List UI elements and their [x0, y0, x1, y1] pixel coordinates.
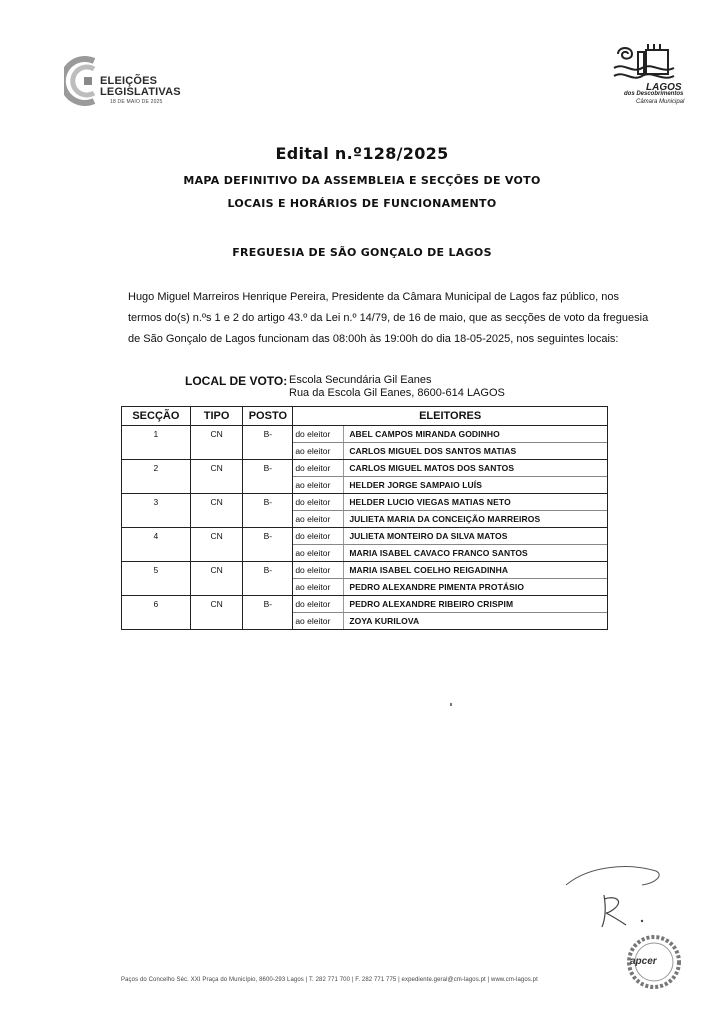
cell-tipo: CN: [210, 599, 223, 609]
table-header-row: [122, 407, 608, 426]
cell-tipo: CN: [210, 565, 223, 575]
cell-seccao: 1: [153, 429, 159, 439]
lagos-sub: dos Descobrimentos: [624, 91, 684, 97]
to-prefix: ao eleitor: [293, 477, 344, 493]
to-prefix: ao eleitor: [293, 443, 344, 459]
cell-tipo: CN: [210, 497, 223, 507]
from-prefix: do eleitor: [293, 562, 344, 578]
table-row: [122, 528, 608, 562]
header-tipo: TIPO: [190, 407, 243, 426]
lagos-logo: [606, 44, 686, 112]
subtitle-locais: LOCAIS E HORÁRIOS DE FUNCIONAMENTO: [227, 197, 497, 210]
from-voter: ABEL CAMPOS MIRANDA GODINHO: [349, 429, 500, 439]
local-address: Rua da Escola Gil Eanes, 8600-614 LAGOS: [289, 387, 505, 399]
to-voter: PEDRO ALEXANDRE PIMENTA PROTÁSIO: [349, 582, 525, 592]
to-prefix: ao eleitor: [293, 613, 344, 629]
edital-title: Edital n.º128/2025: [275, 144, 449, 163]
from-prefix: do eleitor: [293, 426, 344, 442]
intro-paragraph: [128, 287, 658, 350]
intro-line: termos do(s) n.ºs 1 e 2 do artigo 43.º da Lei n.º 14/79, de 16 de maio, que as secções de voto da freguesia: [128, 312, 649, 324]
apcer-label: apcer: [630, 956, 657, 967]
voting-sections-table: [121, 406, 608, 630]
header-seccao: SECÇÃO: [122, 407, 191, 426]
to-prefix: ao eleitor: [293, 545, 344, 561]
from-voter: JULIETA MONTEIRO DA SILVA MATOS: [349, 531, 508, 541]
subtitle-mapa: MAPA DEFINITIVO DA ASSEMBLEIA E SECÇÕES DE VOTO: [183, 174, 541, 187]
from-voter: PEDRO ALEXANDRE RIBEIRO CRISPIM: [349, 599, 514, 609]
logo-line-3: 18 DE MAIO DE 2025: [110, 99, 163, 105]
cell-seccao: 6: [153, 599, 159, 609]
to-prefix: ao eleitor: [293, 579, 344, 595]
cell-posto: B-: [263, 497, 273, 507]
cell-tipo: CN: [210, 463, 223, 473]
cell-posto: B-: [263, 463, 273, 473]
cell-posto: B-: [263, 429, 273, 439]
elections-logo-icon: [64, 55, 104, 107]
to-voter: JULIETA MARIA DA CONCEIÇÃO MARREIROS: [349, 514, 541, 524]
header-eleitores: ELEITORES: [293, 407, 608, 426]
signature-icon: [560, 855, 680, 935]
table-row: [122, 494, 608, 528]
intro-line: Hugo Miguel Marreiros Henrique Pereira, Presidente da Câmara Municipal de Lagos faz público, nos: [128, 291, 619, 303]
from-prefix: do eleitor: [293, 596, 344, 612]
cell-seccao: 5: [153, 565, 159, 575]
logo-line-1: ELEIÇÕES: [100, 75, 158, 87]
apcer-certification: [618, 934, 690, 990]
cell-seccao: 2: [153, 463, 159, 473]
cell-tipo: CN: [210, 429, 223, 439]
lagos-org: Câmara Municipal: [636, 99, 685, 105]
table-row: [122, 596, 608, 630]
lagos-crest-icon: [612, 44, 682, 84]
logo-line-2: LEGISLATIVAS: [100, 86, 181, 98]
elections-logo: [64, 55, 184, 110]
cell-posto: B-: [263, 599, 273, 609]
intro-line: de São Gonçalo de Lagos funcionam das 08:00h às 19:00h do dia 18-05-2025, nos seguintes locais:: [128, 333, 619, 345]
to-voter: CARLOS MIGUEL DOS SANTOS MATIAS: [349, 446, 517, 456]
from-prefix: do eleitor: [293, 460, 344, 476]
cell-posto: B-: [263, 531, 273, 541]
from-voter: CARLOS MIGUEL MATOS DOS SANTOS: [349, 463, 515, 473]
from-prefix: do eleitor: [293, 528, 344, 544]
to-prefix: ao eleitor: [293, 511, 344, 527]
lagos-name: LAGOS: [646, 82, 682, 93]
local-label: LOCAL DE VOTO:: [185, 374, 288, 388]
to-voter: ZOYA KURILOVA: [349, 616, 420, 626]
cell-posto: B-: [263, 565, 273, 575]
to-voter: MARIA ISABEL CAVACO FRANCO SANTOS: [349, 548, 528, 558]
freguesia-heading: FREGUESIA DE SÃO GONÇALO DE LAGOS: [232, 246, 492, 259]
from-prefix: do eleitor: [293, 494, 344, 510]
from-voter: HELDER LUCIO VIEGAS MATIAS NETO: [349, 497, 511, 507]
header-posto: POSTO: [243, 407, 293, 426]
local-name: Escola Secundária Gil Eanes: [289, 374, 432, 386]
cell-seccao: 4: [153, 531, 159, 541]
cell-tipo: CN: [210, 531, 223, 541]
scan-speck: [450, 703, 452, 706]
table-row: [122, 460, 608, 494]
table-row: [122, 426, 608, 460]
footer-contact: Paços do Concelho Séc. XXI Praça do Município, 8600-293 Lagos | T. 282 771 700 | F. 282 771 775 | expediente.geral@cm-lagos.pt | www.cm-lagos.pt: [121, 977, 538, 983]
cell-seccao: 3: [153, 497, 159, 507]
table-row: [122, 562, 608, 596]
to-voter: HELDER JORGE SAMPAIO LUÍS: [349, 480, 483, 490]
from-voter: MARIA ISABEL COELHO REIGADINHA: [349, 565, 509, 575]
